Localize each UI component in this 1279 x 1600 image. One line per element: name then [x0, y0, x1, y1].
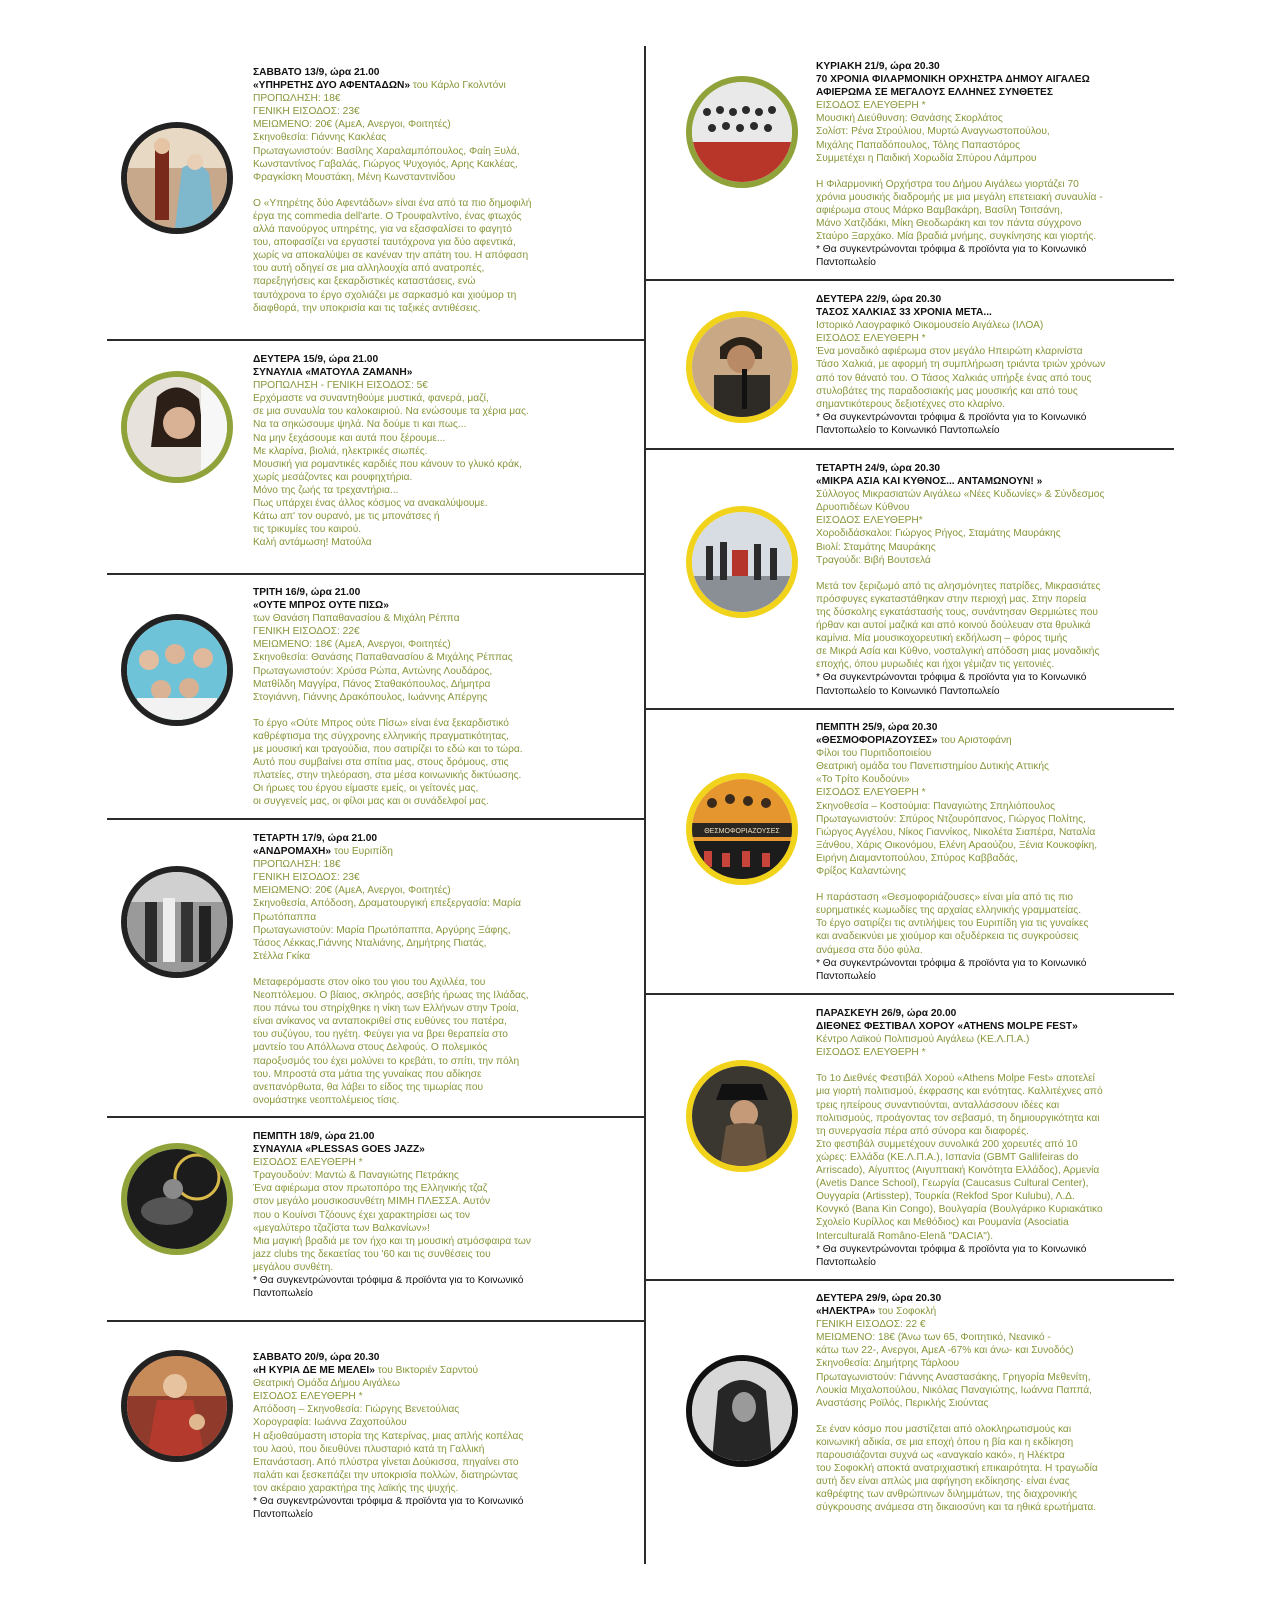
event-title [816, 734, 1126, 747]
food-drive-note: * Θα συγκεντρώνονται τρόφιμα & προϊόντα για το Κοινωνικό Παντοπωλείο το Κοινωνικό Παντοπωλείο [816, 411, 1087, 436]
desc-line: του Σοφοκλή αποκτά ανατριχιαστική επικαιρότητα. Η τραγωδία [816, 1463, 1098, 1475]
event-photo-electra [686, 1355, 798, 1467]
desc-line: του. Μπροστά στα μάτια της γυναίκας που αδίκησε [253, 1068, 482, 1080]
event-date: ΚΥΡΙΑΚΗ 21/9, ώρα 20.30 [816, 61, 940, 72]
event-2-text [253, 353, 563, 549]
desc-line: τρεις ηπείρους συναντιούνται, ανταλλάσσουν ιδέες και [816, 1099, 1060, 1111]
detail-line: jazz clubs της δεκαετίας του '60 και τις συνθέσεις του [253, 1248, 491, 1260]
detail-line: Πρωτόπαππα [253, 911, 317, 923]
title-text: «ΘΕΣΜΟΦΟΡΙΑΖΟΥΣΕΣ» [816, 735, 938, 747]
detail-line: ΓΕΝΙΚΗ ΕΙΣΟΔΟΣ: 22 € [816, 1319, 926, 1331]
desc-line: αλλά πανούργος υπηρέτης, για να εξασφαλίσει το φαγητό [253, 224, 512, 236]
desc-line: τη συνεργασία πέρα από σύνορα και διαφορές. [816, 1125, 1029, 1137]
desc-line: παρουσιάζονται συχνά ως «αναγκαίο κακό», η Ηλέκτρα [816, 1450, 1065, 1462]
detail-line: από τον θάνατό του. Ο Τάσος Χαλκιάς υπήρξε ένας από τους [816, 372, 1092, 384]
detail-line: ΜΕΙΩΜΕΝΟ: 20€ (ΑμεΑ, Ανεργοι, Φοιτητές) [253, 119, 451, 131]
detail-line: Μιχάλης Παπαδόπουλος, Τόλης Παπαστόρος [816, 139, 1020, 151]
section-divider [646, 279, 1174, 281]
detail-line: Πρωταγωνιστούν: Γιάννης Αναστασάκης, Γρηγορία Μεθενίτη, [816, 1371, 1091, 1383]
desc-line: ανάμεσα στα δύο φύλα. [816, 944, 923, 956]
event-date: ΣΑΒΒΑΤΟ 20/9, ώρα 20.30 [253, 1352, 380, 1363]
desc-line: Το έργο σατιρίζει τις αντιλήψεις του Ευριπίδη για τις γυναίκες [816, 918, 1089, 930]
desc-line: Το έργο «Ούτε Μπρος ούτε Πίσω» είναι ένα ξεκαρδιστικό [253, 717, 509, 729]
section-divider [107, 818, 645, 820]
detail-line: Καλή αντάμωση! Ματούλα [253, 537, 372, 549]
detail-line: Πρωταγωνιστούν: Μαρία Πρωτόπαππα, Αργύρης Ξάφης, [253, 924, 511, 936]
event-date: ΔΕΥΤΕΡΑ 15/9, ώρα 21.00 [253, 354, 379, 365]
event-3-text [253, 586, 563, 809]
event-photo-philharmonic-70-years [686, 76, 798, 188]
event-author: του Κάρλο Γκολντόνι [412, 80, 506, 92]
detail-line: Πρωταγωνιστούν: Σπύρος Ντζουρόπανος, Γιώργος Πολίτης, [816, 813, 1086, 825]
desc-line: αφιέρωμα στους Μάρκο Βαμβακάρη, Βασίλη Τσιτσάνη, [816, 204, 1063, 216]
detail-line: Σκηνοθεσία: Θανάσης Παπαθανασίου & Μιχάλης Ρέππας [253, 652, 513, 664]
event-subtitle: ΑΦΙΕΡΩΜΑ ΣΕ ΜΕΓΑΛΟΥΣ ΕΛΛΗΝΕΣ ΣΥΝΘΕΤΕΣ [816, 87, 1053, 99]
desc-line: Το 1ο Διεθνές Φεστιβάλ Χορού «Athens Molpe Fest» αποτελεί [816, 1073, 1095, 1085]
detail-line: Απόδοση – Σκηνοθεσία: Γιώργης Βενετούλιας [253, 1404, 460, 1416]
desc-line: σύγκρουσης ανάμεσα στη δικαιοσύνη και τα ηθικά ερωτήματα. [816, 1502, 1097, 1514]
detail-line: Πρωταγωνιστούν: Βασίλης Χαραλαμπόπουλος, Φαίη Ξυλά, [253, 145, 520, 157]
detail-line: Κέντρο Λαϊκού Πολιτισμού Αιγάλεω (ΚΕ.Λ.Π.Α.) [816, 1034, 1030, 1046]
event-date: ΤΕΤΑΡΤΗ 24/9, ώρα 20.30 [816, 463, 941, 474]
event-photo-oute-mpros-oute-piso [121, 614, 233, 726]
desc-line: οι συγγενείς μας, οι φίλοι μας και οι συνάδελφοί μας. [253, 796, 489, 808]
event-date: ΤΡΙΤΗ 16/9, ώρα 21.00 [253, 587, 361, 598]
desc-line: Η παράσταση «Θεσμοφοριάζουσες» είναι μία από τις πιο [816, 892, 1074, 904]
detail-line: Φραγκίσκη Μουστάκη, Μένη Κωνσταντινίδου [253, 171, 456, 183]
detail-line: Η αξιοθαύμαστη ιστορία της Κατερίνας, μιας απλής κοπέλας [253, 1430, 524, 1442]
event-11-text [816, 1007, 1126, 1269]
detail-line: ΕΙΣΟΔΟΣ ΕΛΕΥΘΕΡΗ* [816, 515, 923, 527]
detail-line: ΠΡΟΠΩΛΗΣΗ - ΓΕΝΙΚΗ ΕΙΣΟΔΟΣ: 5€ [253, 380, 428, 392]
detail-line: Θεατρική ομάδα του Πανεπιστημίου Δυτικής Αττικής [816, 761, 1049, 773]
detail-line: ΠΡΟΠΩΛΗΣΗ: 18€ [253, 859, 341, 871]
detail-line: Να μην ξεχάσουμε και αυτά που ξέρουμε... [253, 432, 446, 444]
desc-line: Μάνο Χατζιδάκι, Μίκη Θεοδωράκη και τον πάντα σύγχρονο [816, 218, 1082, 230]
detail-line: ΕΙΣΟΔΟΣ ΕΛΕΥΘΕΡΗ * [253, 1391, 363, 1403]
detail-line: Λουκία Μιχαλοπούλου, Νικόλας Παναγιώτης, Ιωάννα Παππά, [816, 1384, 1093, 1396]
detail-line: ΜΕΙΩΜΕΝΟ: 18€ (ΑμεΑ, Ανεργοι, Φοιτητές) [253, 639, 451, 651]
detail-line: των Θανάση Παπαθανασίου & Μιχάλη Ρέππα [253, 613, 460, 625]
detail-line: Μουσική για ρομαντικές καρδιές που κάνουν το γλυκό κράκ, [253, 458, 522, 470]
desc-line: χώρες: Ελλάδα (ΚΕ.Λ.Π.Α.), Ισπανία (GBMT Gallifeiras do [816, 1151, 1079, 1163]
desc-line: Σταύρο Ξαρχάκο. Μία βραδιά μνήμης, συγκίνησης και γιορτής. [816, 231, 1097, 243]
event-photo-andromache [121, 866, 233, 978]
event-title: 70 ΧΡΟΝΙΑ ΦΙΛΑΡΜΟΝΙΚΗ ΟΡΧΗΣΤΡΑ ΔΗΜΟΥ ΑΙΓΑΛΕΩ [816, 74, 1090, 86]
desc-line: εποχής, όπου μυρωδιές και ήχοι γέμιζαν τις γειτονιές. [816, 659, 1055, 671]
event-title [253, 1364, 563, 1377]
event-photo-madame-sans-gene [121, 1350, 233, 1462]
detail-line: Μια μαγική βραδιά με τον ήχο και τη μουσική ατμόσφαιρα των [253, 1235, 531, 1247]
desc-line: σε Μικρά Ασία και Κύθνο, νοσταλγική απόδοση μιας μοναδικής [816, 646, 1100, 658]
detail-line: Ειρήνη Διαμαντοπούλου, Σπύρος Καββαδάς, [816, 852, 1018, 864]
desc-line: πρόσφυγες εγκαταστάθηκαν στην περιοχή μας. Στην πορεία [816, 593, 1087, 605]
title-text: «ΑΝΔΡΟΜΑΧΗ» [253, 846, 332, 858]
detail-line: μεγάλου συνθέτη. [253, 1261, 334, 1273]
detail-line: που ο Κουίνσι Τζόουνς έχει χαρακτηρίσει ως τον [253, 1209, 470, 1221]
event-author: του Σοφοκλή [878, 1306, 937, 1318]
event-photo-plessas-goes-jazz [121, 1143, 233, 1255]
detail-line: Μουσική Διεύθυνση: Θανάσης Σκορλάτος [816, 113, 1003, 125]
detail-line: Τραγούδι: Βιβή Βουτσελά [816, 554, 931, 566]
desc-line: παροξυσμός του έχει μολύνει το κρεβάτι, το σπίτι, την πόλη [253, 1055, 520, 1067]
detail-line: Ιστορικό Λαογραφικό Οικομουσείο Αιγάλεω (ΙΛΟΑ) [816, 320, 1044, 332]
desc-line: Μετά τον ξεριζωμό από τις αλησμόνητες πατρίδες, Μικρασιάτες [816, 580, 1101, 592]
event-title: ΤΑΣΟΣ ΧΑΛΚΙΑΣ 33 ΧΡΟΝΙΑ ΜΕΤΑ... [816, 307, 992, 319]
desc-line: πλατείες, στην τηλεόραση, στα μέσα κοινωνικής δικτύωσης. [253, 770, 522, 782]
event-photo-mikra-asia-kythnos [686, 506, 798, 618]
desc-line: αυτή δεν είναι απλώς μια αφήγηση εκδίκησης· είναι ένας [816, 1476, 1070, 1488]
detail-line: ΕΙΣΟΔΟΣ ΕΛΕΥΘΕΡΗ * [816, 787, 926, 799]
event-author: του Βικτοριέν Σαρντού [377, 1365, 479, 1377]
detail-line: Στογιάννη, Γιάννης Δρακόπουλος, Ιωάννης Απέργης [253, 691, 488, 703]
event-4-text [253, 832, 563, 1107]
event-date: ΠΕΜΠΤΗ 18/9, ώρα 21.00 [253, 1131, 375, 1142]
desc-line: Η Φιλαρμονική Ορχήστρα του Δήμου Αιγάλεω γιορτάζει 70 [816, 178, 1079, 190]
detail-line: Χοροδιδάσκαλοι: Γιώργος Ρήγος, Σταμάτης Μαυράκης [816, 528, 1061, 540]
detail-line: Γιώργος Αγγέλου, Νίκος Γιαννίκος, Νικολέτα Σιαπέρα, Ναταλία [816, 826, 1096, 838]
detail-line: ΕΙΣΟΔΟΣ ΕΛΕΥΘΕΡΗ * [253, 1157, 363, 1169]
title-text: «ΥΠΗΡΕΤΗΣ ΔΥΟ ΑΦΕΝΤΑΔΩΝ» [253, 80, 411, 92]
event-date: ΣΑΒΒΑΤΟ 13/9, ώρα 21.00 [253, 67, 380, 78]
detail-line: ΕΙΣΟΔΟΣ ΕΛΕΥΘΕΡΗ * [816, 333, 926, 345]
desc-line: Κονγκό (Bana Kin Congo), Βουλγαρία (Βουλγάρικο Κυριακάτικο [816, 1204, 1103, 1216]
detail-line: του λαού, που διευθύνει πλυσταριό κατά τη Γαλλική [253, 1443, 485, 1455]
detail-line: Ένα αφιέρωμα στον πρωτοπόρο της Ελληνικής τζαζ [253, 1183, 488, 1195]
section-divider [646, 993, 1174, 995]
detail-line: Τάσο Χαλκιά, με αφορμή τη συμπλήρωση τριάντα τριών χρόνων [816, 359, 1106, 371]
event-9-text [816, 462, 1126, 698]
desc-line: Στο φεστιβάλ συμμετέχουν συνολικά 200 χορευτές από 10 [816, 1138, 1078, 1150]
detail-line: Μόνο της ζωής τα τρεχαντήρια... [253, 484, 399, 496]
detail-line: Επανάσταση. Από πλύστρα γίνεται Δούκισσα, πηγαίνει στο [253, 1456, 519, 1468]
section-divider [107, 1320, 645, 1322]
desc-line: παρεξηγήσεις και ξεκαρδιστικές καταστάσεις, ενώ [253, 276, 476, 288]
detail-line: Φρίξος Καλαντώνης [816, 866, 906, 878]
detail-line: Χορογραφία: Ιωάννα Ζαχοπούλου [253, 1417, 407, 1429]
detail-line: χωρίς μεσάζοντες και ρουφηχτήρια. [253, 471, 413, 483]
desc-line: χρόνια μουσικής διαδρομής με μια μεγάλη επετειακή συναυλία - [816, 191, 1103, 203]
event-6-text [253, 1351, 563, 1521]
title-text: «Η ΚΥΡΙΑ ΔΕ ΜΕ ΜΕΛΕΙ» [253, 1365, 375, 1377]
event-date: ΠΑΡΑΣΚΕΥΗ 26/9, ώρα 20.00 [816, 1008, 957, 1019]
desc-line: του συζύγου, του ηγέτη. Φεύγει για να βρει θεραπεία στο [253, 1029, 508, 1041]
event-8-text [816, 293, 1126, 437]
desc-line: ταυτόχρονα το έργο σχολιάζει με σαρκασμό και χιούμορ τη [253, 289, 517, 301]
desc-line: Ο «Υπηρέτης δύο Αφεντάδων» είναι ένα από τα πιο δημοφιλή [253, 197, 532, 209]
detail-line: Συμμετέχει η Παιδική Χορωδία Σπύρου Λάμπρου [816, 152, 1037, 164]
desc-line: καθρέφτης των ανθρώπινων διλημμάτων, της διαχρονικής [816, 1489, 1078, 1501]
desc-line: Μεταφερόμαστε στον οίκο του γιου του Αχιλλέα, του [253, 976, 486, 988]
desc-line: και αναδεικνύει με χιούμορ και οξυδέρκεια τις συγκρούσεις [816, 931, 1079, 943]
food-drive-note: * Θα συγκεντρώνονται τρόφιμα & προϊόντα για το Κοινωνικό Παντοπωλείο [816, 244, 1087, 269]
desc-line: που πάνω του στηρίχθηκε η νίκη των Ελλήνων στην Τροία, [253, 1003, 519, 1015]
event-12-text [816, 1292, 1126, 1515]
desc-line: μια γιορτή πολιτισμού, έκφρασης και ενότητας. Καλλιτέχνες από [816, 1086, 1103, 1098]
detail-line: Δρυοπιδέων Κύθνου [816, 502, 910, 514]
detail-line: Κωνσταντίνος Γαβαλάς, Γιώργος Ψυχογιός, Αρης Κακλέας, [253, 158, 518, 170]
desc-line: ονομάστηκε νεοπτολέμειος τίσις. [253, 1094, 400, 1106]
desc-line: ευρηματικές κωμωδίες της αρχαίας ελληνικής γραμματείας. [816, 905, 1082, 917]
detail-line: στυλοβάτες της παραδοσιακής μας μουσικής και από τους [816, 385, 1078, 397]
detail-line: σημαντικότερους δεξιοτέχνες στο κλαρίνο. [816, 398, 1006, 410]
detail-line: ΜΕΙΩΜΕΝΟ: 18€ (Άνω των 65, Φοιτητικό, Νεανικό - [816, 1332, 1051, 1344]
section-divider [107, 339, 645, 341]
detail-line: κάτω των 22-, Ανεργοι, ΑμεΑ -67% και άνω- και Συνοδός) [816, 1345, 1074, 1357]
detail-line: ΓΕΝΙΚΗ ΕΙΣΟΔΟΣ: 23€ [253, 106, 360, 118]
desc-line: ανεπανόρθωτα, θα λάβει το είδος της τιμωρίας που [253, 1081, 484, 1093]
desc-line: ήρθαν και αυτοί μαζικά και από κοινού δούλευαν στα θρυλικά [816, 620, 1091, 632]
desc-line: πολιτισμούς, προάγοντας τον σεβασμό, τη δημιουργικότητα και [816, 1112, 1100, 1124]
detail-line: Σκηνοθεσία: Γιάννης Κακλέας [253, 132, 387, 144]
detail-line: Να τα σηκώσουμε ψηλά. Να δούμε τι και πως... [253, 419, 467, 431]
detail-line: Φίλοι του Πυριτιδοποιείου [816, 748, 932, 760]
detail-line: στον μεγάλο μουσικοσυνθέτη ΜΙΜΗ ΠΛΕΣΣΑ. Αυτόν [253, 1196, 491, 1208]
detail-line: ΓΕΝΙΚΗ ΕΙΣΟΔΟΣ: 22€ [253, 626, 360, 638]
detail-line: ΕΙΣΟΔΟΣ ΕΛΕΥΘΕΡΗ * [816, 1047, 926, 1059]
detail-line: σε μια συναυλία του καλοκαιριού. Να ενώσουμε τα χέρια μας. [253, 406, 529, 418]
desc-line: με μουσική και τραγούδια, που σατιρίζει το εδώ και το τώρα. [253, 744, 523, 756]
event-10-text [816, 721, 1126, 983]
detail-line: Τραγουδούν: Μαντώ & Παναγιώτης Πετράκης [253, 1170, 459, 1182]
food-drive-note: * Θα συγκεντρώνονται τρόφιμα & προϊόντα για το Κοινωνικό Παντοπωλείο [816, 1243, 1087, 1268]
event-5-text [253, 1130, 563, 1300]
food-drive-note: * Θα συγκεντρώνονται τρόφιμα & προϊόντα για το Κοινωνικό Παντοπωλείο [816, 957, 1087, 982]
event-photo-servant-of-two-masters [121, 122, 233, 234]
desc-line: Ουγγαρία (Artisstep), Τουρκία (Rekfod Spor Kulubu), Λ.Δ. [816, 1191, 1075, 1203]
event-title: ΣΥΝΑΥΛΙΑ «PLESSAS GOES JAZZ» [253, 1144, 425, 1156]
desc-line: Νεοπτόλεμου. Ο βίαιος, σκληρός, ασεβής ήρωας της Ιλιάδας, [253, 990, 529, 1002]
detail-line: παλάτι και ξεσκεπάζει την υποκρισία πολλών, διατηρώντας [253, 1469, 518, 1481]
desc-line: του, αποφασίζει να εργαστεί ταυτόχρονα για δύο αφεντικά, [253, 237, 516, 249]
detail-line: Πρωταγωνιστούν: Χρύσα Ρώπα, Αντώνης Λουδάρος, [253, 665, 493, 677]
desc-line: Οι ήρωες του έργου είμαστε εμείς, οι γείτονές μας, [253, 783, 479, 795]
event-author: του Ευριπίδη [333, 846, 393, 858]
event-photo-tasos-chalkias [686, 311, 798, 423]
detail-line: Θεατρική Ομάδα Δήμου Αιγάλεω [253, 1378, 401, 1390]
desc-line: καθρέφτισμα της σύγχρονης ελληνικής πραγματικότητας, [253, 730, 509, 742]
detail-line: «μεγαλύτερο τζαζίστα των Βαλκανίων»! [253, 1222, 430, 1234]
desc-line: καμίνια. Μία μουσικοχορευτική εκδήλωση – φόρος τιμής [816, 633, 1068, 645]
desc-line: είναι ανίκανος να ανταποκριθεί στις ευθύνες του πατέρα, [253, 1016, 507, 1028]
event-title: «ΟΥΤΕ ΜΠΡΟΣ ΟΥΤΕ ΠΙΣΩ» [253, 600, 389, 612]
food-drive-note: * Θα συγκεντρώνονται τρόφιμα & προϊόντα για το Κοινωνικό Παντοπωλείο το Κοινωνικό Παντοπωλείο [816, 672, 1087, 697]
event-date: ΤΕΤΑΡΤΗ 17/9, ώρα 21.00 [253, 833, 378, 844]
section-divider [107, 573, 645, 575]
detail-line: Σκηνοθεσία, Απόδοση, Δραματουργική επεξεργασία: Μαρία [253, 898, 521, 910]
event-photo-thesmophoriazusae [686, 773, 798, 885]
event-photo-athens-molpe-fest [686, 1060, 798, 1172]
detail-line: Βιολί: Σταμάτης Μαυράκης [816, 541, 936, 553]
event-title [253, 845, 563, 858]
detail-line: Σκηνοθεσία – Κοστούμια: Παναγιώτης Σπηλιόπουλος [816, 800, 1056, 812]
desc-line: Interculturală Româno-Elenă "DACIA"). [816, 1230, 994, 1242]
desc-line: Arriscado), Αίγυπτος (Αιγυπτιακή Κοινότητα Ελλάδος), Αρμενία [816, 1165, 1100, 1177]
detail-line: ΜΕΙΩΜΕΝΟ: 20€ (ΑμεΑ, Ανεργοι, Φοιτητές) [253, 885, 451, 897]
event-title: «ΜΙΚΡΑ ΑΣΙΑ ΚΑΙ ΚΥΘΝΟΣ... ΑΝΤΑΜΩΝΟΥΝ! » [816, 476, 1043, 488]
event-date: ΔΕΥΤΕΡΑ 22/9, ώρα 20.30 [816, 294, 942, 305]
event-author: του Αριστοφάνη [940, 735, 1012, 747]
detail-line: Ματθίλδη Μαγγίρα, Πάνος Σταθακόπουλος, Δήμητρα [253, 678, 491, 690]
detail-line: Σολίστ: Ρένα Στρούλιου, Μυρτώ Αναγνωστοπούλου, [816, 126, 1050, 138]
detail-line: τον ακέραιο χαρακτήρα της λαϊκής της ψυχής. [253, 1482, 459, 1494]
desc-line: μαντείο του Απόλλωνα στους Δελφούς. Ο πολεμικός [253, 1042, 488, 1054]
detail-line: Ένα μοναδικό αφιέρωμα στον μεγάλο Ηπειρώτη κλαρινίστα [816, 346, 1083, 358]
title-text: «ΗΛΕΚΤΡΑ» [816, 1306, 876, 1318]
event-date: ΔΕΥΤΕΡΑ 29/9, ώρα 20.30 [816, 1293, 942, 1304]
section-divider [646, 1279, 1174, 1281]
desc-line: Σε έναν κόσμο που μαστίζεται από ολοκληρωτισμούς και [816, 1423, 1072, 1435]
desc-line: διαφθορά, την υποκρισία και τις ταξικές αντιθέσεις. [253, 302, 481, 314]
event-title: ΔΙΕΘΝΕΣ ΦΕΣΤΙΒΑΛ ΧΟΡΟΥ «ATHENS MOLPE FEST» [816, 1021, 1078, 1033]
event-1-text [253, 66, 563, 315]
detail-line: Αναστάσης Ροϊλός, Περικλής Σιούντας [816, 1397, 989, 1409]
desc-line: της δύσκολης εγκατάστασής τους, συνάντησαν Θερμιώτες που [816, 606, 1098, 618]
detail-line: Ξάνθου, Χάρις Οικονόμου, Ελένη Αραούζου, Ξένια Κουκοφίκη, [816, 839, 1098, 851]
event-title: ΣΥΝΑΥΛΙΑ «ΜΑΤΟΥΛΑ ΖΑΜΑΝΗ» [253, 367, 413, 379]
section-divider [646, 708, 1174, 710]
desc-line: Σχολείο Κυρίλλος και Μεθόδιος) και Ρουμανία (Asociatia [816, 1217, 1069, 1229]
event-date: ΠΕΜΠΤΗ 25/9, ώρα 20.30 [816, 722, 938, 733]
desc-line: έργα της commedia dell'arte. Ο Τρουφαλντίνο, ένας φτωχός [253, 210, 522, 222]
detail-line: Σύλλογος Μικρασιατών Αιγάλεω «Νέες Κυδωνίες» & Σύνδεσμος [816, 489, 1105, 501]
food-drive-note: * Θα συγκεντρώνονται τρόφιμα & προϊόντα για το Κοινωνικό Παντοπωλείο [253, 1496, 524, 1521]
detail-line: «Το Τρίτο Κουδούνι» [816, 774, 910, 786]
detail-line: Κάτω απ' τον ουρανό, με τις μπονάτσες ή [253, 511, 440, 523]
desc-line: χωρίς να αποκαλύψει σε κανέναν την απάτη του. Η απόφαση [253, 250, 529, 262]
detail-line: Με κλαρίνα, βιολιά, ηλεκτρικές σιωπές. [253, 445, 428, 457]
detail-line: Στέλλα Γκίκα [253, 950, 310, 962]
desc-line: Αυτό που συμβαίνει στα σπίτια μας, στους δρόμους, στις [253, 757, 509, 769]
detail-line: τις τρικυμίες του καιρού. [253, 524, 362, 536]
desc-line: (Avetis Dance School), Γεωργία (Caucasus Cultural Center), [816, 1178, 1089, 1190]
detail-line: Πως υπάρχει ένας άλλος κόσμος να ανακαλύψουμε. [253, 498, 488, 510]
food-drive-note: * Θα συγκεντρώνονται τρόφιμα & προϊόντα για το Κοινωνικό Παντοπωλείο [253, 1275, 524, 1300]
event-photo-matoula-zamani [121, 371, 233, 483]
detail-line: Τάσος Λέκκας,Γιάννης Νταλιάνης, Δημήτρης Πιατάς, [253, 937, 487, 949]
detail-line: ΕΙΣΟΔΟΣ ΕΛΕΥΘΕΡΗ * [816, 100, 926, 112]
detail-line: Σκηνοθεσία: Δημήτρης Τάρλοου [816, 1358, 960, 1370]
detail-line: Ερχόμαστε να συναντηθούμε μυστικά, φανερά, μαζί, [253, 393, 489, 405]
event-title [253, 79, 563, 92]
detail-line: ΓΕΝΙΚΗ ΕΙΣΟΔΟΣ: 23€ [253, 872, 360, 884]
event-7-text [816, 60, 1126, 269]
section-divider [107, 1116, 645, 1118]
column-divider [644, 46, 646, 1564]
poster-title-text: ΘΕΣΜΟΦΟΡΙΑΖΟΥΣΕΣ [704, 828, 780, 835]
desc-line: κοινωνική αδικία, σε μια εποχή όπου η βία και η εκδίκηση [816, 1436, 1074, 1448]
section-divider [646, 448, 1174, 450]
detail-line: ΠΡΟΠΩΛΗΣΗ: 18€ [253, 93, 341, 105]
event-title [816, 1305, 1126, 1318]
desc-line: του αυτή οδηγεί σε μια αλληλουχία από ανατροπές, [253, 263, 485, 275]
